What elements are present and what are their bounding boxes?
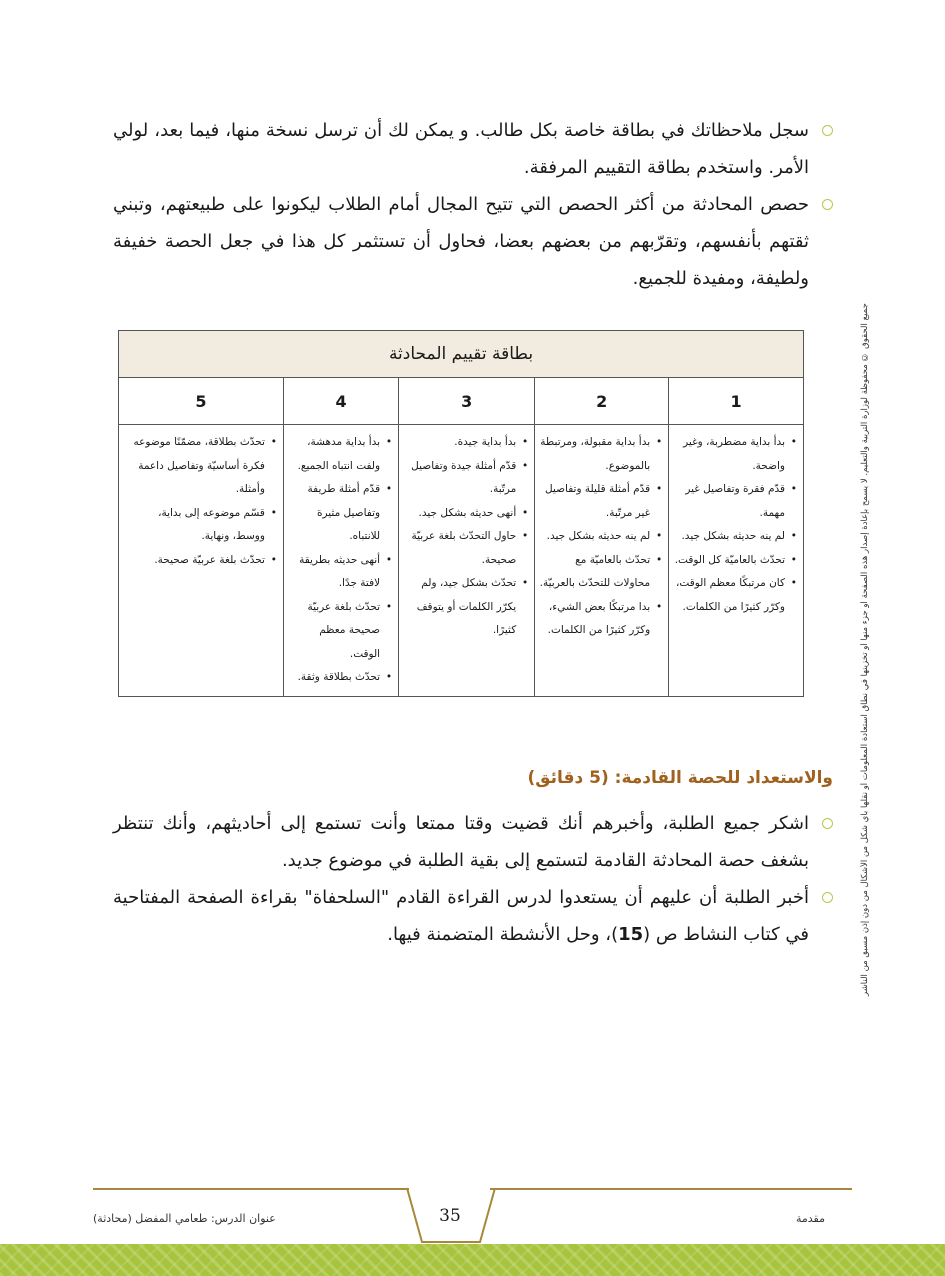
list-item [113, 112, 833, 186]
footer-rule-right [490, 1188, 852, 1190]
assessment-card-table [118, 330, 804, 697]
criterion: • لم ينه حديثه بشكل جيد. [539, 525, 662, 549]
activity-page-number: 15 [618, 924, 644, 945]
intro-bullet-text: حصص المحادثة من أكثر الحصص التي تتيح المجال أمام الطلاب ليكونوا على طبيعتهم، وتبني ثقتهم بأنفسهم، وتقرّبهم من بعضهم بعضا، فحاول أن تستثمر كل هذا في جعل الحصة خفيفة ولطيفة، ومفيدة للجميع. [113, 194, 809, 289]
prep-bullet-text: اشكر جميع الطلبة، وأخبرهم أنك قضيت وقتا ممتعا وأنت تستمع إلى أحاديثهم، وأنك تنتظر بشغف حصة المحادثة القادمة لتستمع إلى بقية الطلبة في موضوع جديد. [113, 813, 809, 871]
level-4-criteria [283, 425, 398, 697]
criterion: • تحدّث بالعاميّة كل الوقت. [673, 549, 797, 573]
criterion: • بدأ بداية مضطربة، وغير واضحة. [673, 431, 797, 478]
list-item [113, 879, 833, 953]
criterion: • أنهى حديثه بطريقة لافتة جدًا. [288, 549, 392, 596]
assessment-card-title: بطاقة تقييم المحادثة [119, 331, 804, 378]
level-3-criteria [399, 425, 535, 697]
criterion: • تحدّث بطلاقة، مضمّنًا موضوعه فكرة أساسيّة وتفاصيل داعمة وأمثلة. [123, 431, 277, 502]
prep-bullet-list [113, 805, 833, 953]
criterion: • بدأ بداية مقبولة، ومرتبطة بالموضوع. [539, 431, 662, 478]
prep-heading: والاستعداد للحصة القادمة: (5 دقائق) [527, 768, 833, 788]
level-header: 4 [283, 378, 398, 425]
criterion: • أنهى حديثه بشكل جيد. [403, 502, 528, 526]
level-header: 1 [669, 378, 804, 425]
criterion: • قدّم أمثلة جيدة وتفاصيل مرتّبة. [403, 455, 528, 502]
level-header: 2 [535, 378, 669, 425]
page-number: 35 [439, 1206, 461, 1226]
footer-lesson-title: عنوان الدرس: طعامي المفضل (محادثة) [93, 1212, 276, 1225]
criterion: • قدّم أمثلة طريفة وتفاصيل مثيرة للانتباه. [288, 478, 392, 549]
criterion: • تحدّث بشكل جيد، ولم يكرّر الكلمات أو يتوقف كثيرًا. [403, 572, 528, 643]
prep-bullet-text-end: )، وحل الأنشطة المتضمنة فيها. [387, 924, 619, 945]
level-2-criteria [535, 425, 669, 697]
criterion: • قدّم أمثلة قليلة وتفاصيل غير مرتّبة. [539, 478, 662, 525]
criterion: • لم ينه حديثه بشكل جيد. [673, 525, 797, 549]
circle-bullet-icon [822, 125, 833, 136]
circle-bullet-icon [822, 892, 833, 903]
level-header: 5 [119, 378, 284, 425]
circle-bullet-icon [822, 199, 833, 210]
level-1-criteria [669, 425, 804, 697]
decorative-bottom-strip [0, 1244, 945, 1276]
footer-rule-left [93, 1188, 409, 1190]
criterion: • بدا مرتبكًا بعض الشيء، وكرّر كثيرًا من الكلمات. [539, 596, 662, 643]
criterion: • بدأ بداية جيدة. [403, 431, 528, 455]
criterion: • كان مرتبكًا معظم الوقت، وكرّر كثيرًا من الكلمات. [673, 572, 797, 619]
criterion: • قسّم موضوعه إلى بداية، ووسط، ونهاية. [123, 502, 277, 549]
list-item [113, 805, 833, 879]
list-item [113, 186, 833, 297]
criterion: • تحدّث بلغة عربيّة صحيحة. [123, 549, 277, 573]
criterion: • حاول التحدّث بلغة عربيّة صحيحة. [403, 525, 528, 572]
criterion: • تحدّث بالعاميّة مع محاولات للتحدّث بالعربيّة. [539, 549, 662, 596]
prep-bullet-text-start: أخبر الطلبة أن عليهم أن يستعدوا لدرس القراءة القادم "السلحفاة" بقراءة الصفحة المفتاحية في كتاب النشاط ص ( [113, 887, 809, 945]
copyright-side-note: جميع الحقوق © محفوظة لوزارة التربية والتعليم. لا يسمح بإعادة إصدار هذه الصفحة أو جزء منها أو تخزينها في نطاق استعادة المعلومات أو نقلها بأي شكل من الأشكال من دون إذن مسبق من الناشر [860, 303, 870, 997]
footer-section: مقدمة [795, 1212, 825, 1225]
criterion: • تحدّث بلغة عربيّة صحيحة معظم الوقت. [288, 596, 392, 667]
criterion: • تحدّث بطلاقة وثقة. [288, 666, 392, 690]
circle-bullet-icon [822, 818, 833, 829]
intro-bullet-text: سجل ملاحظاتك في بطاقة خاصة بكل طالب. و يمكن لك أن ترسل نسخة منها، فيما بعد، لولي الأمر. واستخدم بطاقة التقييم المرفقة. [113, 120, 809, 178]
intro-bullet-list [113, 112, 833, 297]
level-header: 3 [399, 378, 535, 425]
criterion: • قدّم فقرة وتفاصيل غير مهمة. [673, 478, 797, 525]
level-5-criteria [119, 425, 284, 697]
criterion: • بدأ بداية مدهشة، ولفت انتباه الجميع. [288, 431, 392, 478]
